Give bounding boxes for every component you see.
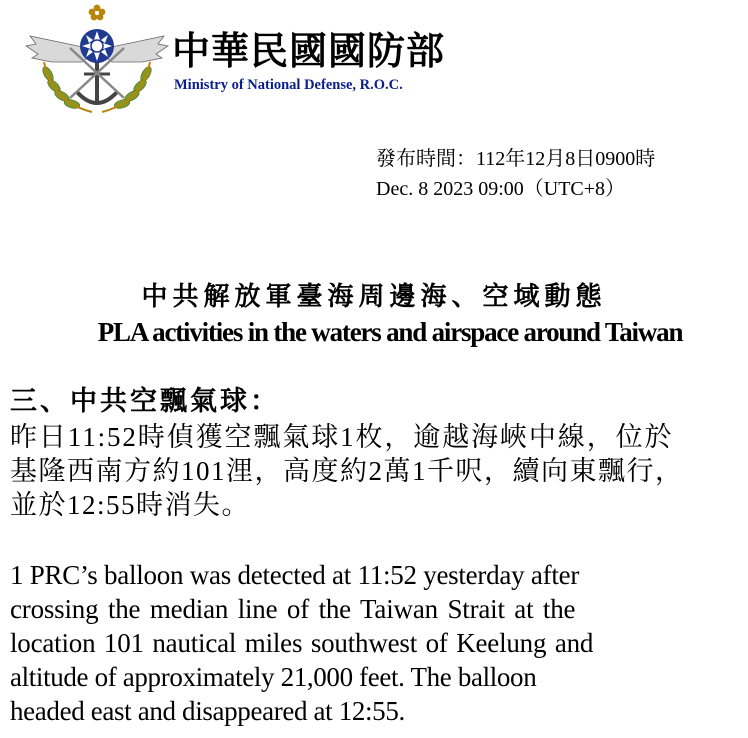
- body-en-line: location 101 nautical miles southwest of Keelung and: [10, 628, 594, 658]
- body-zh: [10, 420, 684, 522]
- body-en-line: crossing the median line of the Taiwan Strait at the: [10, 594, 576, 624]
- release-time: [376, 144, 655, 204]
- body-zh-line: 基隆西南方約101浬，高度約2萬1千呎，續向東飄行，: [10, 456, 684, 486]
- org-name-en: Ministry of National Defense, R.O.C.: [174, 77, 403, 93]
- release-time-zh: 發布時間：112年12月8日0900時: [376, 148, 656, 170]
- body-en-line: headed east and disappeared at 12:55.: [10, 696, 405, 726]
- body-zh-line: 並於12:55時消失。: [10, 490, 251, 520]
- body-en-line: 1 PRC’s balloon was detected at 11:52 yesterday after: [10, 560, 580, 590]
- release-time-en: Dec. 8 2023 09:00（UTC+8）: [376, 178, 626, 200]
- body-en: [10, 558, 593, 728]
- title-en: PLA activities in the waters and airspace around Taiwan: [97, 317, 683, 347]
- title-zh: 中共解放軍臺海周邊海、空域動態: [141, 282, 607, 311]
- org-name-zh: 中華民國國防部: [172, 29, 446, 73]
- document-header: [0, 0, 748, 120]
- section-heading: 三、中共空飄氣球：: [10, 386, 280, 416]
- body-zh-line: 昨日11:52時偵獲空飄氣球1枚，逾越海峽中線，位於: [10, 422, 674, 452]
- mnd-emblem-icon: [22, 2, 172, 120]
- body-en-line: altitude of approximately 21,000 feet. The balloon: [10, 662, 537, 692]
